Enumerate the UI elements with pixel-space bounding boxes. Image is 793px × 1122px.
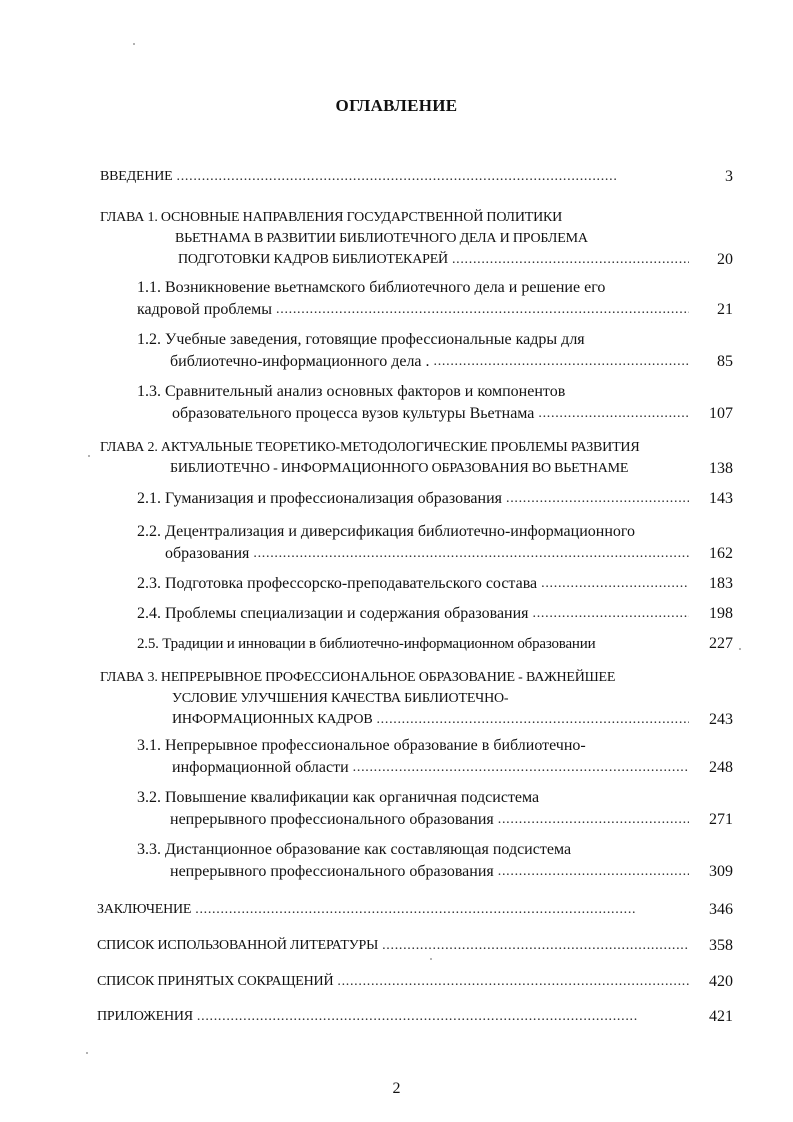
- dot-leader: [353, 758, 689, 778]
- toc-entry-chapter1-line1: ГЛАВА 1. ОСНОВНЫЕ НАПРАВЛЕНИЯ ГОСУДАРСТВЕННОЙ ПОЛИТИКИ: [100, 210, 563, 225]
- page-ref: 21: [717, 301, 733, 318]
- dot-leader: [506, 489, 689, 509]
- toc-entry-3-1-line1: 3.1. Непрерывное профессиональное образование в библиотечно-: [137, 737, 586, 754]
- toc-entry-chapter2-line1: ГЛАВА 2. АКТУАЛЬНЫЕ ТЕОРЕТИКО-МЕТОДОЛОГИЧЕСКИЕ ПРОБЛЕМЫ РАЗВИТИЯ: [100, 440, 640, 455]
- toc-entry-chapter2: БИБЛИОТЕЧНО - ИНФОРМАЦИОННОГО ОБРАЗОВАНИЯ ВО ВЬЕТНАМЕ 138: [170, 460, 733, 477]
- dot-leader: [253, 544, 689, 564]
- dot-leader: [177, 167, 689, 187]
- page-ref: 138: [709, 460, 733, 477]
- toc-entry-3-1: информационной области . . . 248: [0, 754, 793, 778]
- toc-entry-chapter3-line2: УСЛОВИЕ УЛУЧШЕНИЯ КАЧЕСТВА БИБЛИОТЕЧНО-: [172, 691, 509, 706]
- scan-speck: [88, 455, 90, 457]
- toc-title: ОГЛАВЛЕНИЕ: [335, 96, 458, 115]
- page-ref: 183: [709, 575, 733, 592]
- page-ref: 3: [725, 168, 733, 185]
- toc-entry-2-1: 2.1. Гуманизация и профессионализация образования . . . 143: [0, 485, 793, 509]
- page-number: 2: [392, 1080, 401, 1097]
- page-ref: 421: [709, 1008, 733, 1025]
- toc-entry-1-3: образовательного процесса вузов культуры Вьетнама . . . 107: [0, 400, 793, 424]
- toc-entry-3-3-line1: 3.3. Дистанционное образование как составляющая подсистема: [137, 841, 572, 858]
- toc-entry-2-2: образования . . . 162: [0, 540, 793, 564]
- dot-leader: [538, 404, 689, 424]
- page-ref: 271: [709, 811, 733, 828]
- toc-entry-chapter3: ИНФОРМАЦИОННЫХ КАДРОВ . . . 243: [0, 706, 793, 730]
- page-ref: 243: [709, 711, 733, 728]
- page-ref: 85: [717, 353, 733, 370]
- toc-entry-2-3: 2.3. Подготовка профессорско-преподавательского состава . . . 183: [0, 570, 793, 594]
- scan-speck: [430, 958, 432, 960]
- page-ref: 309: [709, 863, 733, 880]
- page-ref: 20: [717, 251, 733, 268]
- toc-entry-chapter1: ПОДГОТОВКИ КАДРОВ БИБЛИОТЕКАРЕЙ . . . 20: [0, 246, 793, 270]
- page-ref: 143: [709, 490, 733, 507]
- toc-entry-2-5: 2.5. Традиции и инновации в библиотечно-информационном образовании 227: [137, 635, 733, 652]
- dot-leader: [452, 250, 689, 270]
- dot-leader: [276, 300, 689, 320]
- dot-leader: [533, 604, 689, 624]
- page-ref: 162: [709, 545, 733, 562]
- dot-leader: [434, 352, 689, 372]
- toc-entry-chapter1-line2: ВЬЕТНАМА В РАЗВИТИИ БИБЛИОТЕЧНОГО ДЕЛА И ПРОБЛЕМА: [175, 231, 588, 246]
- toc-entry-intro: ВВЕДЕНИЕ . . . 3: [0, 163, 793, 187]
- toc-entry-bibliography: СПИСОК ИСПОЛЬЗОВАННОЙ ЛИТЕРАТУРЫ . . . 358: [0, 932, 793, 956]
- page-ref: 198: [709, 605, 733, 622]
- dot-leader: [382, 936, 689, 956]
- dot-leader: [541, 574, 689, 594]
- scan-speck: [133, 43, 135, 45]
- page-ref: 420: [709, 973, 733, 990]
- scan-speck: [739, 648, 741, 650]
- toc-entry-conclusion: ЗАКЛЮЧЕНИЕ . . . 346: [0, 896, 793, 920]
- dot-leader: [498, 862, 689, 882]
- page-ref: 346: [709, 901, 733, 918]
- toc-entry-3-2-line1: 3.2. Повышение квалификации как органичная подсистема: [137, 789, 540, 806]
- toc-entry-abbreviations: СПИСОК ПРИНЯТЫХ СОКРАЩЕНИЙ . . . 420: [0, 968, 793, 992]
- dot-leader: [337, 972, 689, 992]
- page-ref: 227: [709, 635, 733, 652]
- dot-leader: [498, 810, 689, 830]
- dot-leader: [376, 710, 689, 730]
- dot-leader: [195, 900, 689, 920]
- toc-entry-3-2: непрерывного профессионального образования . . . 271: [0, 806, 793, 830]
- page-ref: 107: [709, 405, 733, 422]
- toc-entry-appendices: ПРИЛОЖЕНИЯ . . . 421: [0, 1003, 793, 1027]
- page-ref: 248: [709, 759, 733, 776]
- toc-entry-2-2-line1: 2.2. Децентрализация и диверсификация библиотечно-информационного: [137, 523, 636, 540]
- dot-leader: [197, 1007, 689, 1027]
- toc-entry-1-2-line1: 1.2. Учебные заведения, готовящие профессиональные кадры для: [137, 331, 585, 348]
- toc-entry-1-2: библиотечно-информационного дела . . . . 85: [0, 348, 793, 372]
- toc-entry-1-1-line1: 1.1. Возникновение вьетнамского библиотечного дела и решение его: [137, 279, 606, 296]
- toc-entry-1-3-line1: 1.3. Сравнительный анализ основных факторов и компонентов: [137, 383, 566, 400]
- toc-entry-2-4: 2.4. Проблемы специализации и содержания образования . . . 198: [0, 600, 793, 624]
- toc-entry-chapter3-line1: ГЛАВА 3. НЕПРЕРЫВНОЕ ПРОФЕССИОНАЛЬНОЕ ОБРАЗОВАНИЕ - ВАЖНЕЙШЕЕ: [100, 670, 616, 685]
- page-ref: 358: [709, 937, 733, 954]
- toc-entry-1-1: кадровой проблемы . . . 21: [0, 296, 793, 320]
- scan-speck: [86, 1052, 88, 1054]
- toc-entry-3-3: непрерывного профессионального образования . . . 309: [0, 858, 793, 882]
